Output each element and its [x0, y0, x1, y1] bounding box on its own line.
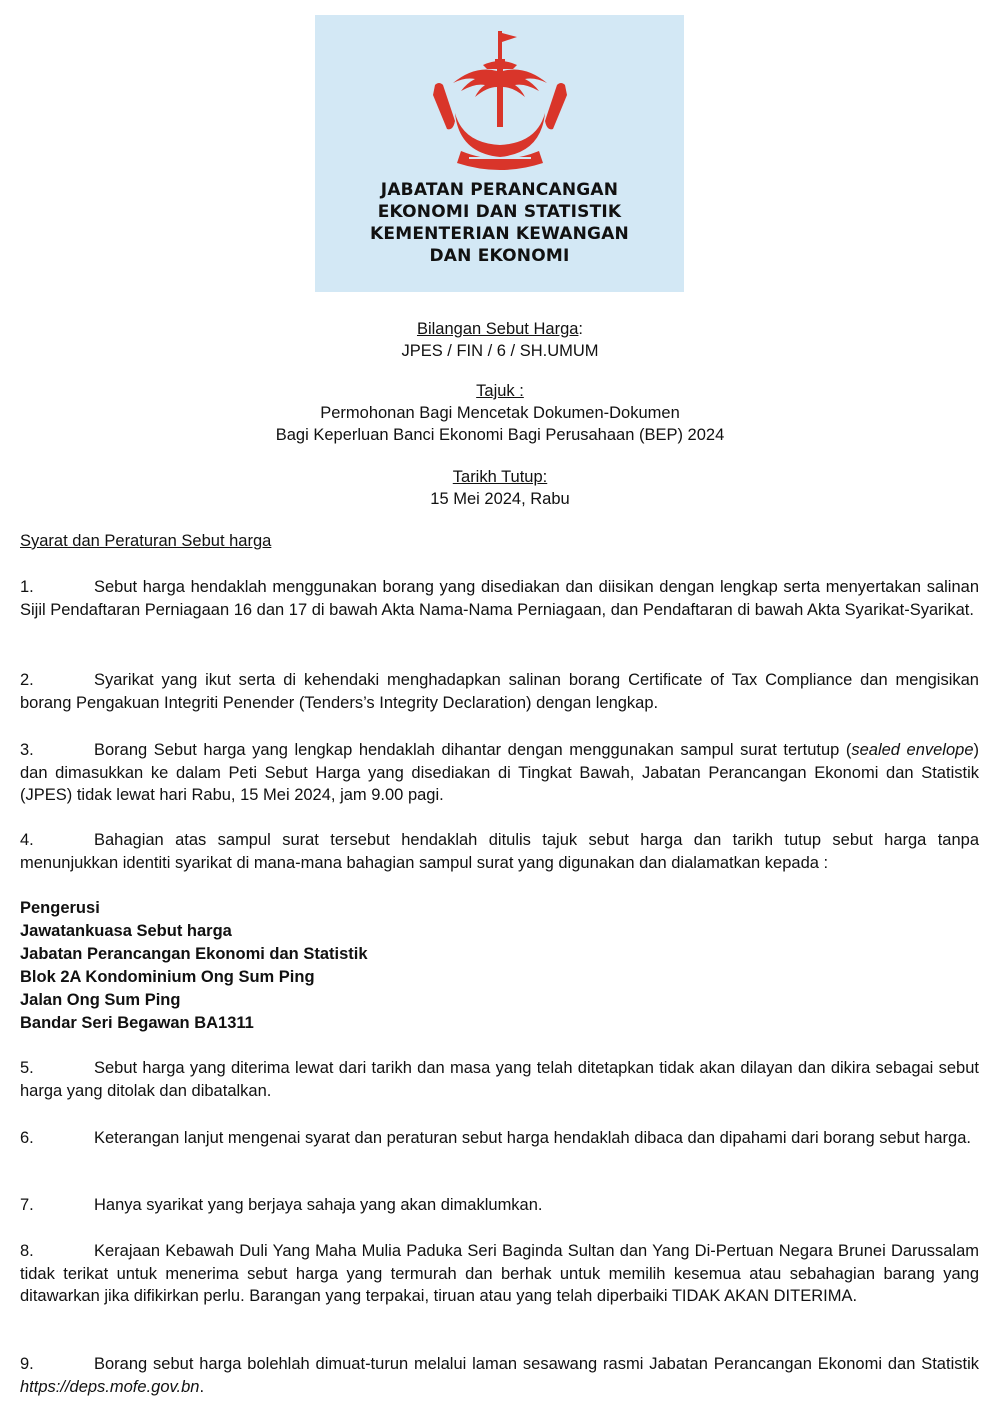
address-line: Jabatan Perancangan Ekonomi dan Statistik: [20, 945, 368, 963]
brunei-crest-icon: [425, 25, 575, 175]
department-name: [315, 179, 684, 267]
term-item: 9. Borang sebut harga bolehlah dimuat-turun melalui laman sesawang rasmi Jabatan Perancangan Ekonomi dan Statistik https://deps.mofe.gov.bn.: [20, 1355, 979, 1396]
title-label: Tajuk :: [476, 382, 524, 400]
address-line: Jalan Ong Sum Ping: [20, 991, 181, 1009]
term-item: 1. Sebut harga hendaklah menggunakan borang yang disediakan dan diisikan dengan lengkap serta menyertakan salinan Sijil Pendaftaran Perniagaan 16 dan 17 di bawah Akta Nama-Nama Perniagaan, dan Pendaftaran di bawah Akta Syarikat-Syarikat.: [20, 578, 979, 619]
header-banner: [315, 15, 684, 292]
term-item: 2. Syarikat yang ikut serta di kehendaki menghadapkan salinan borang Certificate of Tax Compliance dan mengisikan borang Pengakuan Integriti Penender (Tenders’s Integrity Declaration) dengan lengkap.: [20, 671, 979, 712]
closing-date-label: Tarikh Tutup:: [452, 468, 548, 486]
closing-date-value: 15 Mei 2024, Rabu: [430, 490, 570, 508]
term-item: 6. Keterangan lanjut mengenai syarat dan peraturan sebut harga hendaklah dibaca dan dipahami dari borang sebut harga.: [20, 1129, 971, 1147]
address-line: Blok 2A Kondominium Ong Sum Ping: [20, 968, 315, 986]
quotation-number-label: Bilangan Sebut Harga:: [416, 320, 584, 338]
address-line: Jawatankuasa Sebut harga: [20, 922, 232, 940]
title-line: Permohonan Bagi Mencetak Dokumen-Dokumen: [320, 404, 680, 422]
terms-heading: Syarat dan Peraturan Sebut harga: [20, 532, 272, 550]
department-line: EKONOMI DAN STATISTIK: [377, 202, 622, 222]
term-item: 7. Hanya syarikat yang berjaya sahaja yang akan dimaklumkan.: [20, 1196, 543, 1214]
department-line: JABATAN PERANCANGAN: [380, 180, 619, 200]
department-line: DAN EKONOMI: [429, 246, 570, 266]
term-item: 3. Borang Sebut harga yang lengkap hendaklah dihantar dengan menggunakan sampul surat tertutup (sealed envelope) dan dimasukkan ke dalam Peti Sebut Harga yang disediakan di Tingkat Bawah, Jabatan Perancangan Ekonomi dan Statistik (JPES) tidak lewat hari Rabu, 15 Mei 2024, jam 9.00 pagi.: [20, 741, 979, 804]
term-item: 5. Sebut harga yang diterima lewat dari tarikh dan masa yang telah ditetapkan tidak akan dilayan dan dikira sebagai sebut harga yang ditolak dan dibatalkan.: [20, 1059, 979, 1100]
address-block: [20, 897, 368, 1035]
address-line: Pengerusi: [20, 899, 100, 917]
title-line: Bagi Keperluan Banci Ekonomi Bagi Perusahaan (BEP) 2024: [275, 426, 725, 444]
quotation-number-value: JPES / FIN / 6 / SH.UMUM: [401, 342, 599, 360]
term-item: 8. Kerajaan Kebawah Duli Yang Maha Mulia Paduka Seri Baginda Sultan dan Yang Di-Pertuan Negara Brunei Darussalam tidak terikat untuk menerima sebut harga yang termurah dan berhak untuk memilih kesemua atau sebahagian barang yang ditawarkan jika difikirkan perlu. Barangan yang terpakai, tiruan atau yang telah diperbaiki TIDAK AKAN DITERIMA.: [20, 1242, 979, 1305]
address-line: Bandar Seri Begawan BA1311: [20, 1014, 254, 1032]
term-item: 4. Bahagian atas sampul surat tersebut hendaklah ditulis tajuk sebut harga dan tarikh tutup sebut harga tanpa menunjukkan identiti syarikat di mana-mana bahagian sampul surat yang digunakan dan dialamatkan kepada :: [20, 831, 979, 872]
department-line: KEMENTERIAN KEWANGAN: [370, 224, 629, 244]
